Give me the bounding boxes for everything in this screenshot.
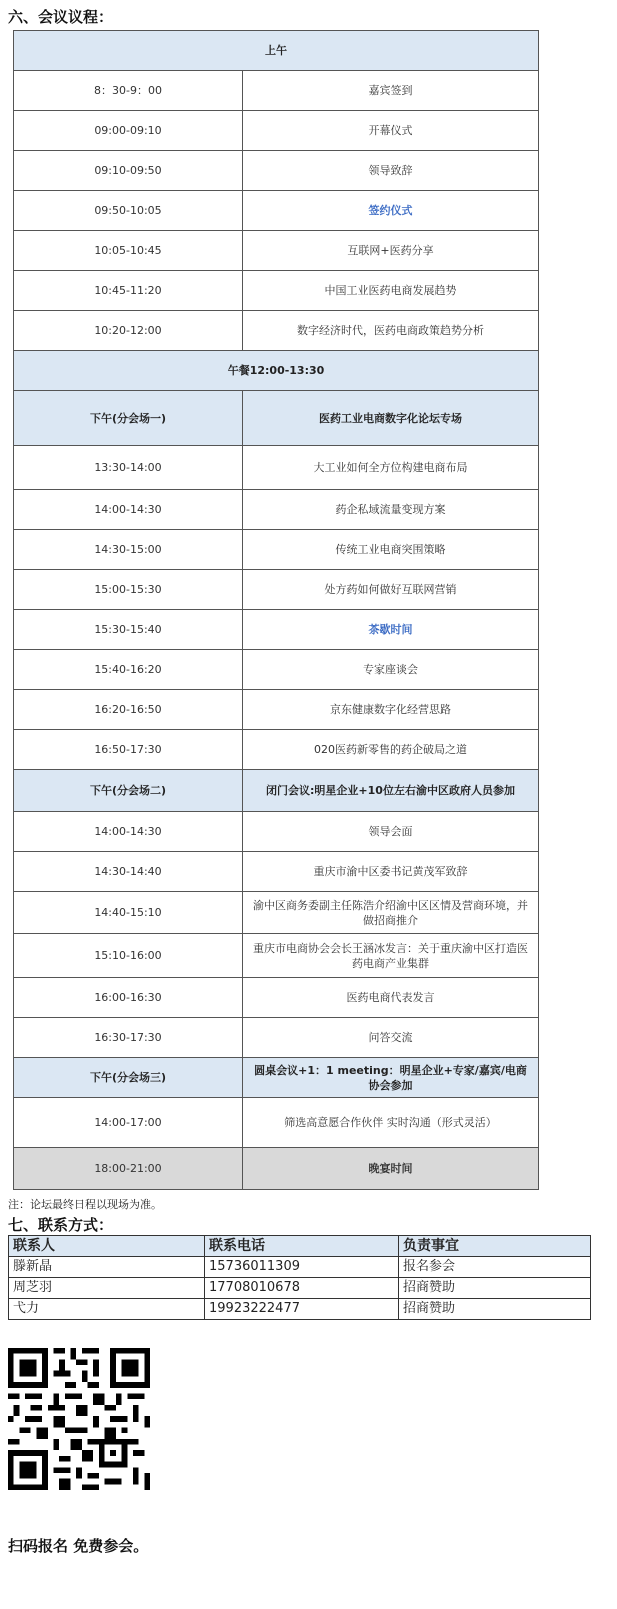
contact-header-row — [9, 1236, 591, 1257]
item-cell: 专家座谈会 — [243, 650, 539, 690]
session2-header-row — [14, 770, 539, 812]
table-row — [14, 1018, 539, 1058]
morning-header-row — [14, 31, 539, 71]
table-row — [14, 311, 539, 351]
column-header: 负责事宜 — [399, 1236, 591, 1257]
contact-phone: 15736011309 — [205, 1257, 399, 1278]
session1-label: 下午(分会场一) — [14, 391, 243, 446]
contact-phone: 19923222477 — [205, 1299, 399, 1320]
table-row — [14, 852, 539, 892]
dinner-item: 晚宴时间 — [243, 1148, 539, 1190]
contact-table — [8, 1235, 591, 1320]
table-row — [14, 530, 539, 570]
session3-label: 下午(分会场三) — [14, 1058, 243, 1098]
signup-call-to-action: 扫码报名 免费参会。 — [8, 1537, 149, 1555]
item-cell: 传统工业电商突围策略 — [243, 530, 539, 570]
time-cell: 16:20-16:50 — [14, 690, 243, 730]
time-cell: 14:40-15:10 — [14, 892, 243, 934]
table-row — [14, 446, 539, 490]
item-cell: 领导会面 — [243, 812, 539, 852]
table-row — [14, 71, 539, 111]
table-row — [14, 231, 539, 271]
contact-duty: 招商赞助 — [399, 1299, 591, 1320]
contact-name: 周芝羽 — [9, 1278, 205, 1299]
item-cell-highlight: 茶歇时间 — [243, 610, 539, 650]
item-cell: 嘉宾签到 — [243, 71, 539, 111]
time-cell: 14:00-14:30 — [14, 490, 243, 530]
item-cell: 问答交流 — [243, 1018, 539, 1058]
time-cell: 14:00-14:30 — [14, 812, 243, 852]
column-header: 联系人 — [9, 1236, 205, 1257]
time-cell: 10:45-11:20 — [14, 271, 243, 311]
table-row — [14, 570, 539, 610]
item-cell: 中国工业医药电商发展趋势 — [243, 271, 539, 311]
lunch-row — [14, 351, 539, 391]
contact-name: 滕新晶 — [9, 1257, 205, 1278]
session1-header-row — [14, 391, 539, 446]
time-cell: 09:50-10:05 — [14, 191, 243, 231]
table-row — [14, 934, 539, 978]
contact-row — [9, 1299, 591, 1320]
table-row — [14, 191, 539, 231]
session2-label: 下午(分会场二) — [14, 770, 243, 812]
contact-phone: 17708010678 — [205, 1278, 399, 1299]
time-cell: 8：30-9：00 — [14, 71, 243, 111]
item-cell: 医药电商代表发言 — [243, 978, 539, 1018]
time-cell: 15:30-15:40 — [14, 610, 243, 650]
time-cell: 09:00-09:10 — [14, 111, 243, 151]
time-cell: 10:20-12:00 — [14, 311, 243, 351]
session3-header-row — [14, 1058, 539, 1098]
item-cell-highlight: 签约仪式 — [243, 191, 539, 231]
dinner-time: 18:00-21:00 — [14, 1148, 243, 1190]
agenda-note: 注：论坛最终日程以现场为准。 — [8, 1198, 162, 1211]
contact-duty: 报名参会 — [399, 1257, 591, 1278]
table-row — [14, 892, 539, 934]
session3-title: 圆桌会议+1：1 meeting：明星企业+专家/嘉宾/电商协会参加 — [243, 1058, 539, 1098]
time-cell: 14:30-14:40 — [14, 852, 243, 892]
session1-title: 医药工业电商数字化论坛专场 — [243, 391, 539, 446]
table-row — [14, 730, 539, 770]
table-row — [14, 690, 539, 730]
time-cell: 13:30-14:00 — [14, 446, 243, 490]
contact-duty: 招商赞助 — [399, 1278, 591, 1299]
time-cell: 14:30-15:00 — [14, 530, 243, 570]
item-cell: 处方药如何做好互联网营销 — [243, 570, 539, 610]
time-cell: 10:05-10:45 — [14, 231, 243, 271]
table-row — [14, 812, 539, 852]
time-cell: 14:00-17:00 — [14, 1098, 243, 1148]
table-row — [14, 490, 539, 530]
item-cell: 重庆市渝中区委书记黄茂军致辞 — [243, 852, 539, 892]
item-cell: 药企私域流量变现方案 — [243, 490, 539, 530]
item-cell: 数字经济时代，医药电商政策趋势分析 — [243, 311, 539, 351]
time-cell: 16:00-16:30 — [14, 978, 243, 1018]
item-cell: 互联网+医药分享 — [243, 231, 539, 271]
time-cell: 16:50-17:30 — [14, 730, 243, 770]
time-cell: 09:10-09:50 — [14, 151, 243, 191]
agenda-table — [13, 30, 539, 1190]
qr-code-icon[interactable] — [8, 1348, 150, 1490]
session2-title: 闭门会议:明星企业+10位左右渝中区政府人员参加 — [243, 770, 539, 812]
contact-heading: 七、联系方式： — [8, 1216, 114, 1234]
item-cell: 020医药新零售的药企破局之道 — [243, 730, 539, 770]
contact-row — [9, 1257, 591, 1278]
morning-header: 上午 — [14, 31, 539, 71]
column-header: 联系电话 — [205, 1236, 399, 1257]
table-row — [14, 271, 539, 311]
item-cell: 京东健康数字化经营思路 — [243, 690, 539, 730]
time-cell: 16:30-17:30 — [14, 1018, 243, 1058]
table-row — [14, 978, 539, 1018]
time-cell: 15:10-16:00 — [14, 934, 243, 978]
item-cell: 重庆市电商协会会长王涵冰发言：关于重庆渝中区打造医药电商产业集群 — [243, 934, 539, 978]
table-row — [14, 151, 539, 191]
item-cell: 大工业如何全方位构建电商布局 — [243, 446, 539, 490]
item-cell: 领导致辞 — [243, 151, 539, 191]
contact-row — [9, 1278, 591, 1299]
agenda-heading: 六、会议议程： — [8, 8, 114, 26]
item-cell: 开幕仪式 — [243, 111, 539, 151]
table-row — [14, 1098, 539, 1148]
time-cell: 15:40-16:20 — [14, 650, 243, 690]
contact-name: 弋力 — [9, 1299, 205, 1320]
dinner-row — [14, 1148, 539, 1190]
table-row — [14, 650, 539, 690]
item-cell: 渝中区商务委副主任陈浩介绍渝中区区情及营商环境，并做招商推介 — [243, 892, 539, 934]
time-cell: 15:00-15:30 — [14, 570, 243, 610]
table-row — [14, 111, 539, 151]
lunch-header: 午餐12:00-13:30 — [14, 351, 539, 391]
table-row — [14, 610, 539, 650]
item-cell: 筛选高意愿合作伙伴 实时沟通（形式灵活） — [243, 1098, 539, 1148]
